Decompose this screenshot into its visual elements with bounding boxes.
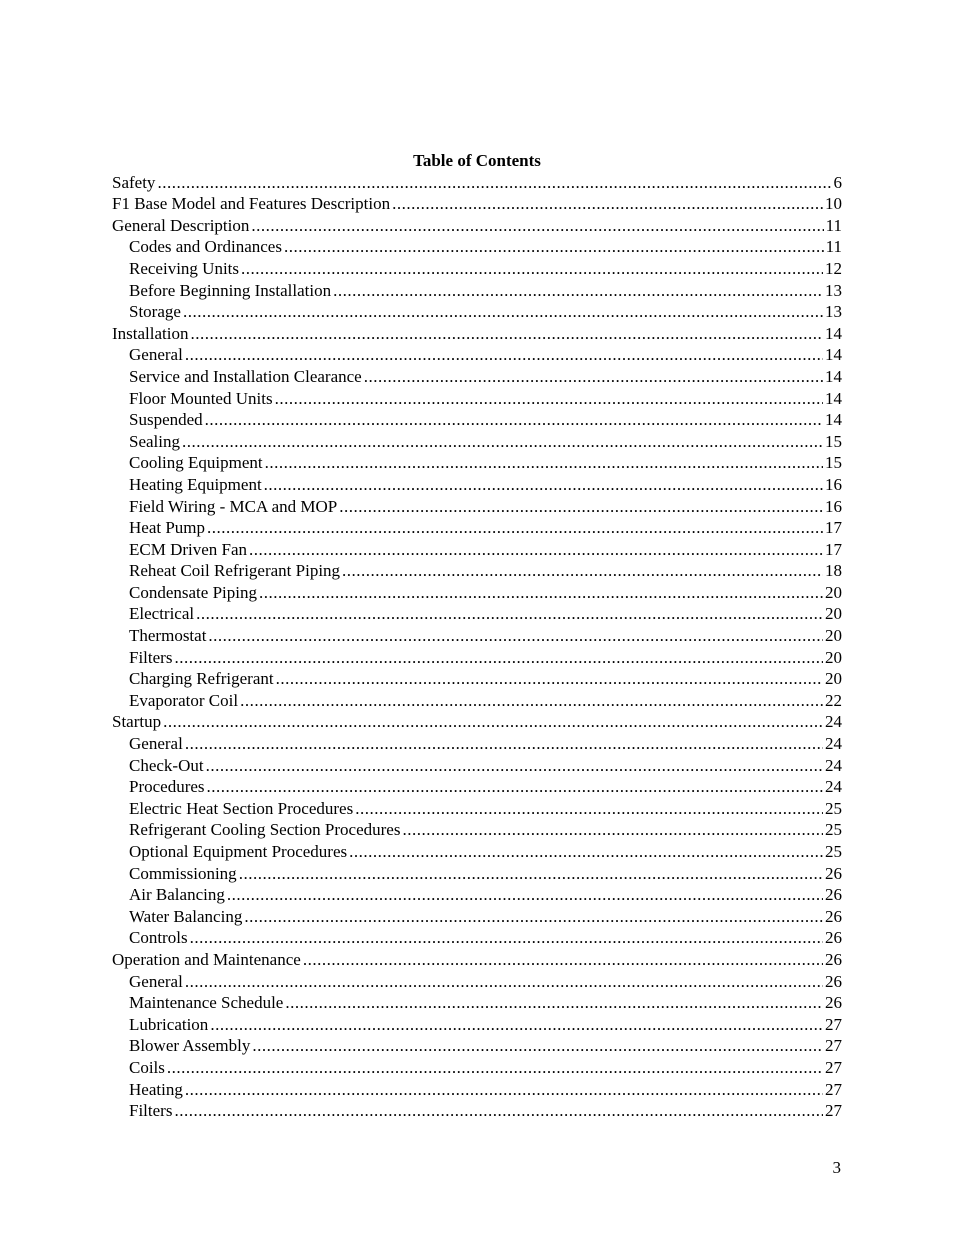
toc-entry-page: 26 [825,928,842,948]
toc-entry-page: 26 [825,885,842,905]
toc-entry-page: 10 [825,194,842,214]
toc-entry-label: Optional Equipment Procedures [129,842,348,861]
toc-entry[interactable] [112,862,842,884]
dot-leader [265,452,823,473]
toc-entry-label: Water Balancing [129,906,243,926]
toc-entry[interactable] [112,905,842,927]
toc-entry-label: Startup [112,712,162,732]
toc-entry-page: 17 [825,539,842,559]
toc-entry-label: Commissioning [129,863,237,883]
toc-entry[interactable] [112,1056,842,1078]
toc-entry-page: 25 [825,798,842,818]
toc-entry-page: 14 [825,410,842,430]
toc-entry-label: Heating [129,1079,183,1099]
toc-entry-label: Filters [129,1101,173,1121]
dot-leader [284,236,824,257]
dot-leader [285,992,823,1013]
dot-leader [163,711,823,732]
toc-entry-page: 14 [825,366,842,386]
toc-entry[interactable] [112,430,842,452]
toc-entry-page: 25 [825,820,842,840]
dot-leader [349,841,823,862]
toc-entry-page: 6 [833,172,842,192]
toc-entry-label: Refrigerant Cooling Section Procedures [129,820,401,840]
toc-entry-label: Heat Pump [129,518,206,538]
toc-entry-page: 17 [825,518,842,538]
toc-entry-page: 26 [825,993,842,1013]
toc-list [112,171,842,1121]
toc-entry-label: Procedures [129,777,205,797]
dot-leader [196,603,823,624]
dot-leader [167,1057,823,1078]
toc-entry[interactable] [112,560,842,582]
dot-leader [185,971,823,992]
toc-entry-label: Cooling Equipment [129,453,263,473]
toc-entry-page: 26 [825,906,842,926]
dot-leader [190,323,823,344]
toc-entry-label: Before Beginning Installation [129,280,332,300]
dot-leader [207,776,823,797]
toc-entry[interactable] [112,473,842,495]
toc-entry-page: 25 [825,842,842,861]
toc-entry-page: 11 [825,237,842,257]
toc-entry-label: General [129,734,183,754]
toc-entry-label: ECM Driven Fan [129,539,248,559]
toc-entry-label: General Description [112,215,250,235]
dot-leader [402,819,823,840]
dot-leader [240,690,823,711]
dot-leader [210,1014,823,1035]
toc-entry-label: Electrical [129,604,195,624]
dot-leader [252,1035,823,1056]
toc-entry-page: 20 [825,626,842,646]
toc-entry[interactable] [112,495,842,517]
toc-entry-page: 16 [825,496,842,516]
dot-leader [227,884,823,905]
toc-entry-page: 20 [825,669,842,689]
toc-entry-label: Heating Equipment [129,474,262,494]
dot-leader [303,949,823,970]
toc-entry-label: Receiving Units [129,258,240,278]
toc-entry[interactable] [112,603,842,625]
toc-entry[interactable] [112,732,842,754]
toc-entry[interactable] [112,387,842,409]
toc-entry-page: 11 [825,215,842,235]
toc-entry-label: Blower Assembly [129,1036,251,1056]
toc-entry-page: 24 [825,777,842,797]
toc-entry-label: Air Balancing [129,885,225,905]
toc-entry-label: Maintenance Schedule [129,993,284,1013]
toc-entry-label: Field Wiring - MCA and MOP [129,496,338,516]
toc-entry-page: 20 [825,582,842,602]
dot-leader [157,172,831,193]
toc-entry-page: 14 [825,323,842,343]
toc-entry-page: 26 [825,949,842,969]
toc-entry[interactable] [112,948,842,970]
dot-leader [207,517,823,538]
dot-leader [276,668,823,689]
toc-entry-page: 16 [825,474,842,494]
toc-entry[interactable] [112,517,842,539]
dot-leader [239,863,823,884]
toc-entry-page: 22 [825,690,842,710]
toc-entry-page: 27 [825,1036,842,1056]
toc-entry[interactable] [112,581,842,603]
toc-entry-label: Storage [129,302,181,322]
dot-leader [205,409,823,430]
toc-entry[interactable] [112,171,842,193]
dot-leader [185,344,823,365]
toc-entry-label: Safety [112,172,156,192]
toc-entry[interactable] [112,236,842,258]
toc-entry[interactable] [112,365,842,387]
toc-entry[interactable] [112,279,842,301]
dot-leader [174,1100,823,1121]
toc-entry[interactable] [112,214,842,236]
dot-leader [364,366,823,387]
toc-entry-page: 15 [825,431,842,451]
toc-entry[interactable] [112,257,842,279]
toc-entry-label: Lubrication [129,1014,209,1034]
toc-entry-label: Condensate Piping [129,582,257,602]
toc-entry[interactable] [112,1100,842,1122]
page-number: 3 [832,1158,841,1177]
toc-entry[interactable] [112,1078,842,1100]
toc-entry-label: Evaporator Coil [129,690,239,710]
toc-entry[interactable] [112,927,842,949]
toc-entry[interactable] [112,819,842,841]
dot-leader [208,625,823,646]
toc-entry-page: 27 [825,1057,842,1077]
toc-entry-label: Suspended [129,410,203,430]
toc-entry-label: Codes and Ordinances [129,237,282,257]
toc-entry-label: Sealing [129,431,180,451]
toc-entry[interactable] [112,1013,842,1035]
dot-leader [264,474,823,495]
toc-entry-label: Electric Heat Section Procedures [129,798,354,818]
dot-leader [339,496,823,517]
toc-entry-label: Floor Mounted Units [129,388,273,408]
dot-leader [185,733,823,754]
toc-entry-label: Service and Installation Clearance [129,366,362,386]
toc-entry-page: 27 [825,1079,842,1099]
toc-entry-page: 24 [825,712,842,732]
toc-entry[interactable] [112,970,842,992]
dot-leader [185,1079,823,1100]
dot-leader [392,193,823,214]
toc-entry-label: Installation [112,323,189,343]
dot-leader [244,906,823,927]
toc-entry-page: 27 [825,1101,842,1121]
toc-entry[interactable] [112,754,842,776]
toc-entry-page: 20 [825,604,842,624]
toc-entry[interactable] [112,301,842,323]
page-title: Table of Contents [413,151,541,170]
toc-entry[interactable] [112,193,842,215]
dot-leader [251,215,823,236]
toc-entry[interactable] [112,624,842,646]
toc-entry-label: Charging Refrigerant [129,669,274,689]
dot-leader [190,927,823,948]
toc-entry-page: 26 [825,971,842,991]
toc-entry-page: 14 [825,388,842,408]
toc-entry[interactable] [112,409,842,431]
toc-entry[interactable] [112,668,842,690]
toc-entry-label: General [129,971,183,991]
toc-entry[interactable] [112,322,842,344]
toc-entry-page: 20 [825,647,842,667]
toc-entry-page: 14 [825,345,842,365]
toc-entry-page: 15 [825,453,842,473]
dot-leader [174,647,823,668]
toc-entry[interactable] [112,646,842,668]
toc-entry-label: Operation and Maintenance [112,949,301,969]
toc-entry[interactable] [112,992,842,1014]
toc-entry[interactable] [112,689,842,711]
dot-leader [355,798,823,819]
dot-leader [183,301,823,322]
toc-entry[interactable] [112,711,842,733]
toc-entry[interactable] [112,776,842,798]
toc-entry-label: F1 Base Model and Features Description [112,194,391,214]
toc-entry[interactable] [112,538,842,560]
toc-entry-page: 12 [825,258,842,278]
toc-entry-label: General [129,345,183,365]
toc-entry[interactable] [112,884,842,906]
toc-entry[interactable] [112,840,842,862]
dot-leader [249,539,823,560]
toc-entry-label: Controls [129,928,188,948]
dot-leader [333,280,823,301]
dot-leader [241,258,823,279]
dot-leader [342,560,823,581]
toc-entry-label: Coils [129,1057,165,1077]
dot-leader [206,755,823,776]
toc-entry[interactable] [112,797,842,819]
toc-entry-page: 24 [825,755,842,775]
toc-entry[interactable] [112,452,842,474]
toc-entry-label: Thermostat [129,626,207,646]
toc-entry-label: Check-Out [129,755,204,775]
dot-leader [259,582,823,603]
dot-leader [275,388,823,409]
toc-entry-page: 13 [825,280,842,300]
toc-entry-page: 18 [825,561,842,581]
toc-entry-page: 24 [825,734,842,754]
dot-leader [182,431,823,452]
toc-entry[interactable] [112,344,842,366]
toc-entry-label: Reheat Coil Refrigerant Piping [129,561,341,581]
toc-entry-page: 27 [825,1014,842,1034]
toc-entry-page: 26 [825,863,842,883]
toc-entry[interactable] [112,1035,842,1057]
toc-entry-page: 13 [825,302,842,322]
toc-entry-label: Filters [129,647,173,667]
